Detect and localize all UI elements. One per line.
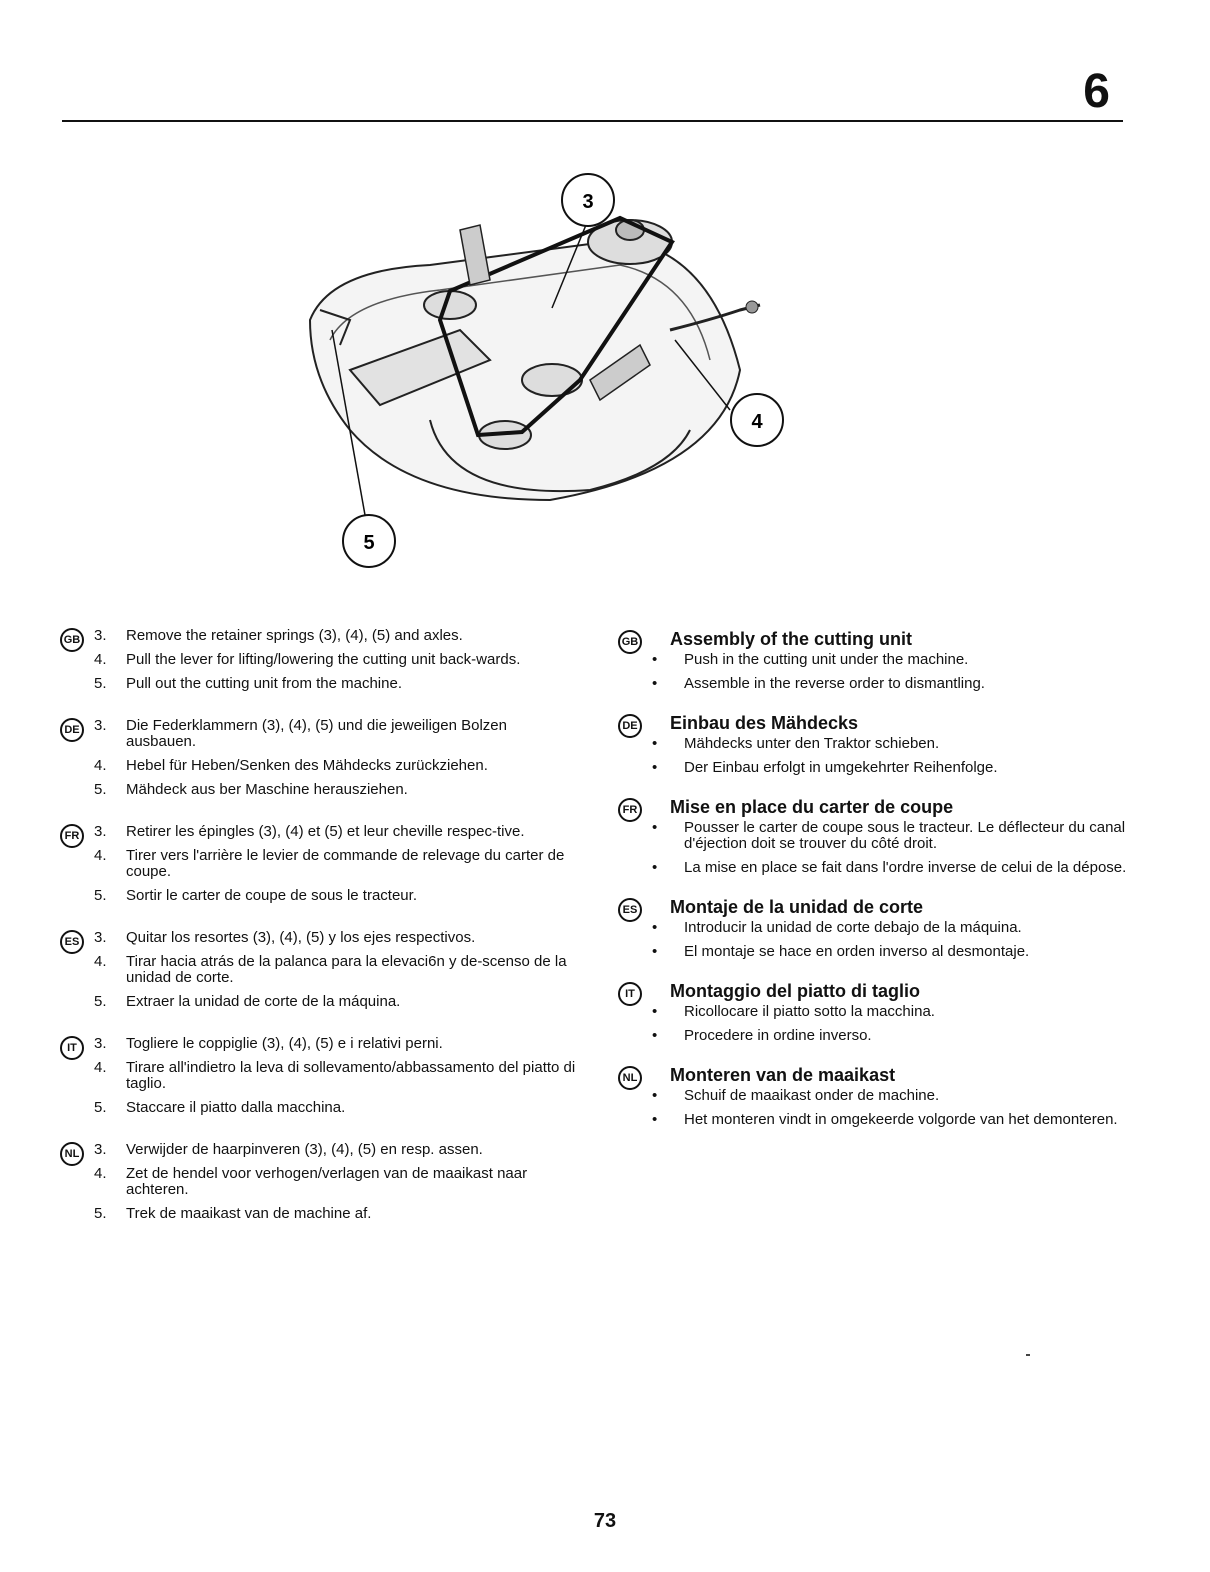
step: 4. Tirar hacia atrás de la palanca para la elevaci6n y de-scenso de la unidad de corte. (94, 953, 567, 986)
bullet-item: • Mähdecks unter den Traktor schieben. (670, 736, 1128, 752)
bullet-item: • El montaje se hace en orden inverso al desmontaje. (670, 944, 1128, 960)
bullet-item: • Ricollocare il piatto sotto la macchina. (670, 1004, 1128, 1020)
callout-3 (562, 174, 614, 226)
language-badge-es: ES (618, 898, 642, 922)
callout-5 (343, 515, 395, 567)
step: 3. Die Federklammern (3), (4), (5) und die jeweiligen Bolzen ausbauen. (94, 717, 507, 750)
step: 5. Sortir le carter de coupe de sous le tracteur. (94, 887, 417, 904)
bullet-item: • La mise en place se fait dans l'ordre inverse de celui de la dépose. (670, 860, 1128, 876)
section-title: Montaje de la unidad de corte (670, 897, 924, 917)
bullet-item: • Der Einbau erfolgt in umgekehrter Reihenfolge. (670, 760, 1128, 776)
language-badge-it: IT (618, 982, 642, 1006)
section-nl-assembly (618, 1064, 1128, 1128)
svg-text:5: 5 (363, 532, 375, 554)
language-badge-fr: FR (60, 824, 84, 848)
section-it-assembly (618, 980, 1128, 1044)
section-fr-removal (60, 824, 580, 904)
language-badge-es: ES (60, 930, 84, 954)
step: 4. Pull the lever for lifting/lowering the cutting unit back-wards. (94, 651, 521, 668)
section-title: Mise en place du carter de coupe (670, 797, 954, 817)
section-title: Einbau des Mähdecks (670, 713, 859, 733)
header-rule (62, 120, 1123, 122)
section-es-removal (60, 930, 580, 1010)
step: 3. Togliere le coppiglie (3), (4), (5) e i relativi perni. (94, 1035, 443, 1052)
section-de-assembly (618, 712, 1128, 776)
step: 5. Pull out the cutting unit from the machine. (94, 675, 402, 692)
section-gb-removal (60, 628, 580, 692)
section-title: Montaggio del piatto di taglio (670, 981, 920, 1001)
step: 5. Trek de maaikast van de machine af. (94, 1205, 372, 1222)
bullet-item: • Introducir la unidad de corte debajo de la máquina. (670, 920, 1128, 936)
language-badge-nl: NL (618, 1066, 642, 1090)
language-badge-de: DE (60, 718, 84, 742)
cutting-deck-illustration (290, 170, 800, 580)
section-es-assembly (618, 896, 1128, 960)
step: 4. Hebel für Heben/Senken des Mähdecks zurückziehen. (94, 757, 488, 774)
step: 3. Quitar los resortes (3), (4), (5) y los ejes respectivos. (94, 929, 476, 946)
step: 3. Remove the retainer springs (3), (4), (5) and axles. (94, 627, 463, 644)
step: 5. Staccare il piatto dalla macchina. (94, 1099, 346, 1116)
bullet-item: • Push in the cutting unit under the machine. (670, 652, 1128, 668)
section-title: Monteren van de maaikast (670, 1065, 896, 1085)
assembly-instructions (618, 628, 1128, 1148)
language-badge-gb: GB (60, 628, 84, 652)
bullet-item: • Pousser le carter de coupe sous le tracteur. Le déflecteur du canal d'éjection doit se trouver du côté droit. (670, 820, 1128, 852)
bullet-item: • Procedere in ordine inverso. (670, 1028, 1128, 1044)
step: 4. Tirare all'indietro la leva di sollevamento/abbassamento del piatto di taglio. (94, 1059, 576, 1092)
step: 3. Verwijder de haarpinveren (3), (4), (5) en resp. assen. (94, 1141, 483, 1158)
language-badge-it: IT (60, 1036, 84, 1060)
step: 5. Mähdeck aus ber Maschine herausziehen. (94, 781, 408, 798)
svg-text:4: 4 (751, 411, 763, 433)
callout-4 (731, 394, 783, 446)
removal-instructions (60, 628, 580, 1248)
step: 4. Tirer vers l'arrière le levier de commande de relevage du carter de coupe. (94, 847, 565, 880)
section-fr-assembly (618, 796, 1128, 876)
language-badge-fr: FR (618, 798, 642, 822)
language-badge-gb: GB (618, 630, 642, 654)
step: 3. Retirer les épingles (3), (4) et (5) et leur cheville respec-tive. (94, 823, 525, 840)
stray-mark (1026, 1354, 1030, 1356)
bullet-item: • Schuif de maaikast onder de machine. (670, 1088, 1128, 1104)
section-gb-assembly (618, 628, 1128, 692)
language-badge-nl: NL (60, 1142, 84, 1166)
section-nl-removal (60, 1142, 580, 1222)
language-badge-de: DE (618, 714, 642, 738)
section-title: Assembly of the cutting unit (670, 629, 913, 649)
bullet-item: • Het monteren vindt in omgekeerde volgorde van het demonteren. (670, 1112, 1128, 1128)
step: 5. Extraer la unidad de corte de la máquina. (94, 993, 401, 1010)
chapter-number: 6 (1083, 65, 1110, 118)
step: 4. Zet de hendel voor verhogen/verlagen van de maaikast naar achteren. (94, 1165, 528, 1198)
page-number: 73 (593, 1510, 617, 1532)
svg-text:3: 3 (582, 191, 594, 213)
section-de-removal (60, 718, 580, 798)
section-it-removal (60, 1036, 580, 1116)
bullet-item: • Assemble in the reverse order to dismantling. (670, 676, 1128, 692)
